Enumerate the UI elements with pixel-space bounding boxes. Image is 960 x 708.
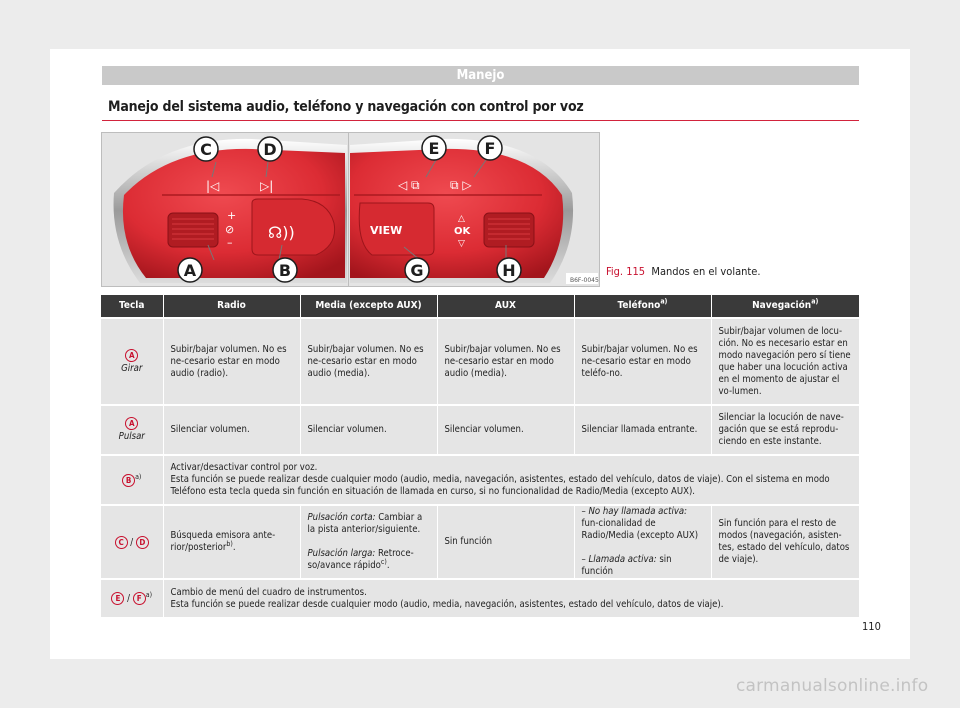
table-row: [101, 405, 859, 455]
cell-media: Pulsación corta: Cambiar a la pista anterior/siguiente. Pulsación larga: Retroce-so/avance rápido$^{c)}$.: [300, 505, 437, 579]
volume-minus-icon: –: [227, 236, 233, 249]
watermark: carmanualsonline.info: [736, 676, 929, 696]
header-telefono: Teléfono$^{a)}$: [574, 295, 711, 318]
cell-line-2: Esta función se puede realizar desde cualquier modo (audio, media, navegación, asistentes, estado del vehículo, datos de viaje).: [170, 598, 724, 610]
cell-span: [163, 579, 859, 617]
key-badge: B: [122, 474, 135, 487]
callout-b-label: B: [278, 261, 292, 280]
cell-media: Subir/bajar volumen. No es ne-cesario estar en modo audio (media).: [300, 318, 437, 405]
cell-navegacion: Silenciar la locución de nave-gación que se está reprodu-ciendo en este instante.: [711, 405, 859, 455]
table-row: [101, 318, 859, 405]
cell-navegacion: Sin función para el resto de modos (navegación, asisten-tes, estado del vehículo, datos de viaje).: [711, 505, 859, 579]
key-separator: /: [130, 536, 134, 548]
next-track-icon: ▷|: [260, 179, 274, 193]
key-cell: [101, 455, 163, 505]
header-media: Media (excepto AUX): [300, 295, 437, 318]
figure-caption: [606, 265, 761, 278]
cell-telefono: Subir/bajar volumen. No es ne-cesario estar en modo teléfo-no.: [574, 318, 711, 405]
callout-g-label: G: [410, 261, 424, 280]
callout-e-label: E: [428, 139, 440, 158]
callout-c-label: C: [200, 140, 212, 159]
callout-f-label: F: [484, 139, 496, 158]
steering-wheel-controls-figure: [101, 132, 600, 287]
key-cell: [101, 318, 163, 405]
key-badge: A: [125, 417, 138, 430]
functions-table: [101, 295, 859, 617]
cell-telefono: – No hay llamada activa: fun-cionalidad de Radio/Media (excepto AUX) – Llamada activa: sin función: [574, 505, 711, 579]
table-row: [101, 579, 859, 617]
key-footnote-mark: a): [135, 472, 142, 481]
voice-control-icon: ☊)): [268, 223, 295, 242]
volume-roller: [168, 213, 218, 247]
callout-h-label: H: [502, 261, 516, 280]
cell-line-1: Cambio de menú del cuadro de instrumentos.: [170, 586, 367, 598]
figure-caption-text: Mandos en el volante.: [651, 265, 761, 278]
cell-radio: Silenciar volumen.: [163, 405, 300, 455]
cell-telefono: Silenciar llamada entrante.: [574, 405, 711, 455]
key-action: Girar: [121, 362, 143, 374]
callout-d-label: D: [263, 140, 277, 159]
key-cell: [101, 405, 163, 455]
ok-up-arrow-icon: △: [458, 214, 465, 224]
key-badge: A: [125, 349, 138, 362]
view-button-label: VIEW: [370, 224, 403, 237]
cell-radio: Subir/bajar volumen. No es ne-cesario estar en modo audio (radio).: [163, 318, 300, 405]
key-cell: [101, 505, 163, 579]
cell-aux: Subir/bajar volumen. No es ne-cesario estar en modo audio (media).: [437, 318, 574, 405]
key-footnote-mark: a): [145, 590, 153, 599]
key-badge: E: [111, 592, 124, 605]
cell-aux: Sin función: [437, 505, 574, 579]
heading-divider: [102, 120, 859, 121]
table-header-row: [101, 295, 859, 318]
menu-next-icon: ⧉ ▷: [450, 178, 472, 192]
header-navegacion: Navegación$^{a)}$: [711, 295, 859, 318]
page-number: 110: [862, 620, 881, 633]
key-action: Pulsar: [118, 431, 145, 442]
cell-radio: Búsqueda emisora ante-rior/posterior$^{b)}$.: [163, 505, 300, 579]
header-aux: AUX: [437, 295, 574, 318]
key-badge: C: [115, 536, 128, 549]
ok-down-arrow-icon: ▽: [458, 239, 465, 249]
cell-navegacion: Subir/bajar volumen de locu-ción. No es necesario estar en modo navegación pero sí tiene que haber una locución activa en el momento de ajustar el vo-lumen.: [711, 318, 859, 405]
menu-prev-icon: ◁ ⧉: [398, 178, 420, 192]
callout-a-label: A: [183, 261, 197, 280]
ok-roller: [484, 213, 534, 247]
page-heading: Manejo del sistema audio, teléfono y navegación con control por voz: [108, 99, 584, 115]
key-separator: /: [127, 593, 131, 604]
cell-line-1: Activar/desactivar control por voz.: [170, 462, 318, 473]
table-row: [101, 455, 859, 505]
mute-icon: ⊘: [225, 223, 235, 236]
key-badge: D: [136, 536, 149, 549]
prev-track-icon: |◁: [206, 179, 220, 193]
cell-media: Silenciar volumen.: [300, 405, 437, 455]
table-row: [101, 505, 859, 579]
ok-button-label: OK: [454, 226, 471, 237]
header-tecla: Tecla: [101, 295, 163, 318]
section-header: Manejo: [102, 66, 859, 85]
key-badge: F: [133, 592, 146, 605]
figure-code: B6F-0045: [570, 277, 599, 284]
figure-number: Fig. 115: [606, 265, 646, 278]
cell-line-2: Esta función se puede realizar desde cualquier modo (audio, media, navegación, asistentes, estado del vehículo, datos de viaje). Con el sistema en modo Teléfono esta tecla queda sin función en situación de llamada en curso, si no funcionalidad de Radio/Media (excepto AUX).: [170, 474, 830, 497]
cell-aux: Silenciar volumen.: [437, 405, 574, 455]
key-cell: [101, 579, 163, 617]
volume-plus-icon: +: [227, 209, 237, 222]
cell-span: [163, 455, 859, 505]
header-radio: Radio: [163, 295, 300, 318]
